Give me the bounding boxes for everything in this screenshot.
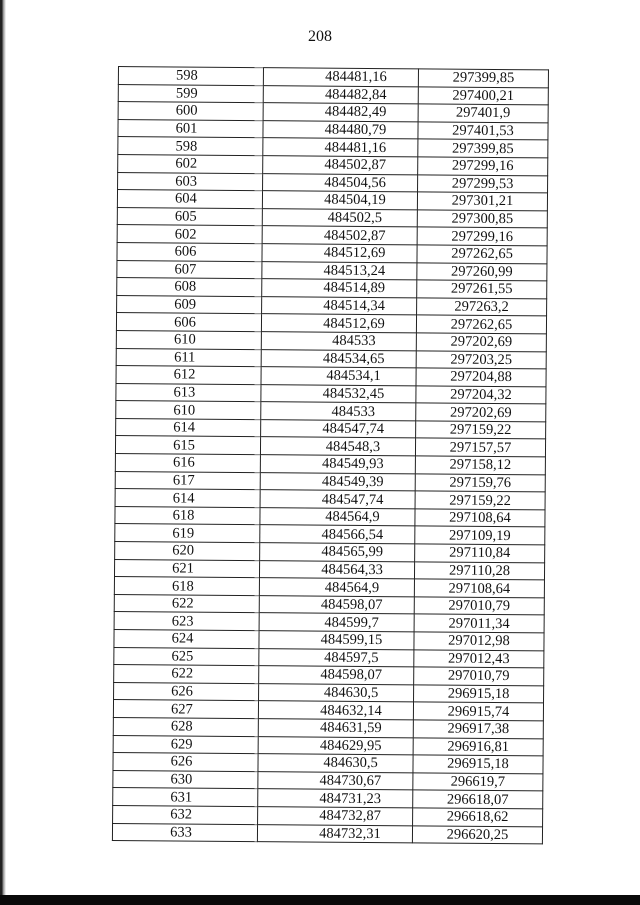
point-number-cell: 601 bbox=[118, 119, 263, 138]
y-coordinate-cell: 297108,64 bbox=[415, 509, 545, 528]
y-coordinate-cell: 297202,69 bbox=[416, 333, 546, 352]
x-coordinate-cell: 484630,5 bbox=[258, 754, 413, 773]
y-coordinate-cell: 296618,62 bbox=[413, 808, 543, 827]
x-coordinate-cell: 484631,59 bbox=[258, 719, 413, 738]
point-number-cell: 605 bbox=[117, 207, 262, 226]
point-number-cell: 617 bbox=[115, 471, 260, 490]
point-number-cell: 628 bbox=[113, 717, 258, 736]
point-number-cell: 598 bbox=[118, 67, 263, 86]
x-coordinate-cell: 484514,34 bbox=[262, 296, 417, 315]
x-coordinate-cell: 484732,31 bbox=[257, 824, 412, 843]
coordinates-table-body bbox=[112, 67, 548, 844]
y-coordinate-cell: 296917,38 bbox=[413, 720, 543, 739]
y-coordinate-cell: 297263,2 bbox=[417, 298, 547, 317]
x-coordinate-cell: 484732,87 bbox=[258, 807, 413, 826]
y-coordinate-cell: 297260,99 bbox=[417, 262, 547, 281]
x-coordinate-cell: 484632,14 bbox=[258, 701, 413, 720]
x-coordinate-cell: 484481,16 bbox=[263, 68, 418, 87]
y-coordinate-cell: 297203,25 bbox=[416, 350, 546, 369]
x-coordinate-cell: 484502,87 bbox=[263, 156, 418, 175]
y-coordinate-cell: 297400,21 bbox=[418, 86, 548, 105]
point-number-cell: 627 bbox=[113, 700, 258, 719]
x-coordinate-cell: 484504,56 bbox=[263, 173, 418, 192]
point-number-cell: 610 bbox=[116, 330, 261, 349]
y-coordinate-cell: 297012,98 bbox=[414, 632, 544, 651]
x-coordinate-cell: 484480,79 bbox=[263, 120, 418, 139]
x-coordinate-cell: 484599,15 bbox=[259, 631, 414, 650]
x-coordinate-cell: 484512,69 bbox=[261, 314, 416, 333]
y-coordinate-cell: 297299,16 bbox=[417, 227, 547, 246]
x-coordinate-cell: 484547,74 bbox=[261, 420, 416, 439]
y-coordinate-cell: 297300,85 bbox=[417, 210, 547, 229]
x-coordinate-cell: 484630,5 bbox=[259, 683, 414, 702]
y-coordinate-cell: 297262,65 bbox=[416, 315, 546, 334]
x-coordinate-cell: 484514,89 bbox=[262, 279, 417, 298]
point-number-cell: 618 bbox=[115, 506, 260, 525]
x-coordinate-cell: 484598,07 bbox=[259, 666, 414, 685]
point-number-cell: 606 bbox=[117, 242, 262, 261]
point-number-cell: 633 bbox=[112, 823, 257, 842]
point-number-cell: 614 bbox=[116, 418, 261, 437]
y-coordinate-cell: 296915,18 bbox=[413, 755, 543, 774]
page-number: 208 bbox=[308, 28, 332, 45]
x-coordinate-cell: 484549,93 bbox=[260, 455, 415, 474]
x-coordinate-cell: 484549,39 bbox=[260, 472, 415, 491]
x-coordinate-cell: 484513,24 bbox=[262, 261, 417, 280]
y-coordinate-cell: 297399,85 bbox=[418, 69, 548, 88]
y-coordinate-cell: 296618,07 bbox=[413, 790, 543, 809]
x-coordinate-cell: 484547,74 bbox=[260, 490, 415, 509]
point-number-cell: 602 bbox=[118, 154, 263, 173]
y-coordinate-cell: 297010,79 bbox=[414, 597, 544, 616]
x-coordinate-cell: 484504,19 bbox=[262, 191, 417, 210]
y-coordinate-cell: 297399,85 bbox=[418, 139, 548, 158]
x-coordinate-cell: 484502,5 bbox=[262, 208, 417, 227]
y-coordinate-cell: 297110,84 bbox=[415, 544, 545, 563]
y-coordinate-cell: 297159,76 bbox=[415, 474, 545, 493]
x-coordinate-cell: 484597,5 bbox=[259, 648, 414, 667]
point-number-cell: 615 bbox=[115, 436, 260, 455]
y-coordinate-cell: 297010,79 bbox=[414, 667, 544, 686]
y-coordinate-cell: 296916,81 bbox=[413, 737, 543, 756]
y-coordinate-cell: 297158,12 bbox=[415, 456, 545, 475]
x-coordinate-cell: 484566,54 bbox=[260, 525, 415, 544]
x-coordinate-cell: 484565,99 bbox=[260, 543, 415, 562]
point-number-cell: 600 bbox=[118, 102, 263, 121]
point-number-cell: 608 bbox=[117, 278, 262, 297]
point-number-cell: 599 bbox=[118, 84, 263, 103]
x-coordinate-cell: 484533 bbox=[261, 332, 416, 351]
x-coordinate-cell: 484548,3 bbox=[260, 437, 415, 456]
y-coordinate-cell: 297159,22 bbox=[416, 421, 546, 440]
coordinates-table bbox=[112, 66, 549, 844]
x-coordinate-cell: 484481,16 bbox=[263, 138, 418, 157]
point-number-cell: 607 bbox=[117, 260, 262, 279]
point-number-cell: 604 bbox=[117, 190, 262, 209]
y-coordinate-cell: 297110,28 bbox=[414, 561, 544, 580]
y-coordinate-cell: 297157,57 bbox=[415, 438, 545, 457]
x-coordinate-cell: 484599,7 bbox=[259, 613, 414, 632]
point-number-cell: 609 bbox=[117, 295, 262, 314]
y-coordinate-cell: 296619,7 bbox=[413, 773, 543, 792]
y-coordinate-cell: 297299,16 bbox=[418, 157, 548, 176]
y-coordinate-cell: 297012,43 bbox=[414, 649, 544, 668]
x-coordinate-cell: 484730,67 bbox=[258, 771, 413, 790]
point-number-cell: 621 bbox=[114, 559, 259, 578]
y-coordinate-cell: 296915,74 bbox=[413, 702, 543, 721]
scan-edge-left bbox=[0, 0, 6, 905]
y-coordinate-cell: 296620,25 bbox=[412, 825, 542, 844]
x-coordinate-cell: 484564,33 bbox=[259, 560, 414, 579]
y-coordinate-cell: 297401,9 bbox=[418, 104, 548, 123]
x-coordinate-cell: 484532,45 bbox=[261, 384, 416, 403]
point-number-cell: 602 bbox=[117, 225, 262, 244]
y-coordinate-cell: 297108,64 bbox=[414, 579, 544, 598]
point-number-cell: 598 bbox=[118, 137, 263, 156]
x-coordinate-cell: 484534,65 bbox=[261, 349, 416, 368]
x-coordinate-cell: 484534,1 bbox=[261, 367, 416, 386]
y-coordinate-cell: 297261,55 bbox=[417, 280, 547, 299]
y-coordinate-cell: 297109,19 bbox=[415, 526, 545, 545]
point-number-cell: 611 bbox=[116, 348, 261, 367]
point-number-cell: 614 bbox=[115, 489, 260, 508]
x-coordinate-cell: 484598,07 bbox=[259, 595, 414, 614]
point-number-cell: 616 bbox=[115, 454, 260, 473]
y-coordinate-cell: 297401,53 bbox=[418, 122, 548, 141]
point-number-cell: 632 bbox=[113, 805, 258, 824]
point-number-cell: 629 bbox=[113, 735, 258, 754]
point-number-cell: 622 bbox=[114, 665, 259, 684]
point-number-cell: 620 bbox=[115, 542, 260, 561]
y-coordinate-cell: 297202,69 bbox=[416, 403, 546, 422]
x-coordinate-cell: 484629,95 bbox=[258, 736, 413, 755]
scan-edge-bottom bbox=[0, 895, 640, 905]
table-row bbox=[112, 823, 542, 844]
point-number-cell: 603 bbox=[118, 172, 263, 191]
x-coordinate-cell: 484502,87 bbox=[262, 226, 417, 245]
point-number-cell: 618 bbox=[114, 577, 259, 596]
x-coordinate-cell: 484533 bbox=[261, 402, 416, 421]
point-number-cell: 610 bbox=[116, 401, 261, 420]
x-coordinate-cell: 484564,9 bbox=[259, 578, 414, 597]
point-number-cell: 623 bbox=[114, 612, 259, 631]
y-coordinate-cell: 297204,32 bbox=[416, 386, 546, 405]
point-number-cell: 619 bbox=[115, 524, 260, 543]
x-coordinate-cell: 484731,23 bbox=[258, 789, 413, 808]
point-number-cell: 626 bbox=[113, 753, 258, 772]
x-coordinate-cell: 484564,9 bbox=[260, 507, 415, 526]
y-coordinate-cell: 296915,18 bbox=[414, 685, 544, 704]
point-number-cell: 606 bbox=[116, 313, 261, 332]
point-number-cell: 613 bbox=[116, 383, 261, 402]
y-coordinate-cell: 297299,53 bbox=[418, 174, 548, 193]
y-coordinate-cell: 297011,34 bbox=[414, 614, 544, 633]
point-number-cell: 624 bbox=[114, 629, 259, 648]
y-coordinate-cell: 297159,22 bbox=[415, 491, 545, 510]
y-coordinate-cell: 297262,65 bbox=[417, 245, 547, 264]
point-number-cell: 631 bbox=[113, 788, 258, 807]
point-number-cell: 625 bbox=[114, 647, 259, 666]
point-number-cell: 612 bbox=[116, 366, 261, 385]
y-coordinate-cell: 297204,88 bbox=[416, 368, 546, 387]
y-coordinate-cell: 297301,21 bbox=[417, 192, 547, 211]
x-coordinate-cell: 484482,84 bbox=[263, 85, 418, 104]
x-coordinate-cell: 484482,49 bbox=[263, 103, 418, 122]
point-number-cell: 622 bbox=[114, 594, 259, 613]
point-number-cell: 626 bbox=[114, 682, 259, 701]
x-coordinate-cell: 484512,69 bbox=[262, 244, 417, 263]
point-number-cell: 630 bbox=[113, 770, 258, 789]
